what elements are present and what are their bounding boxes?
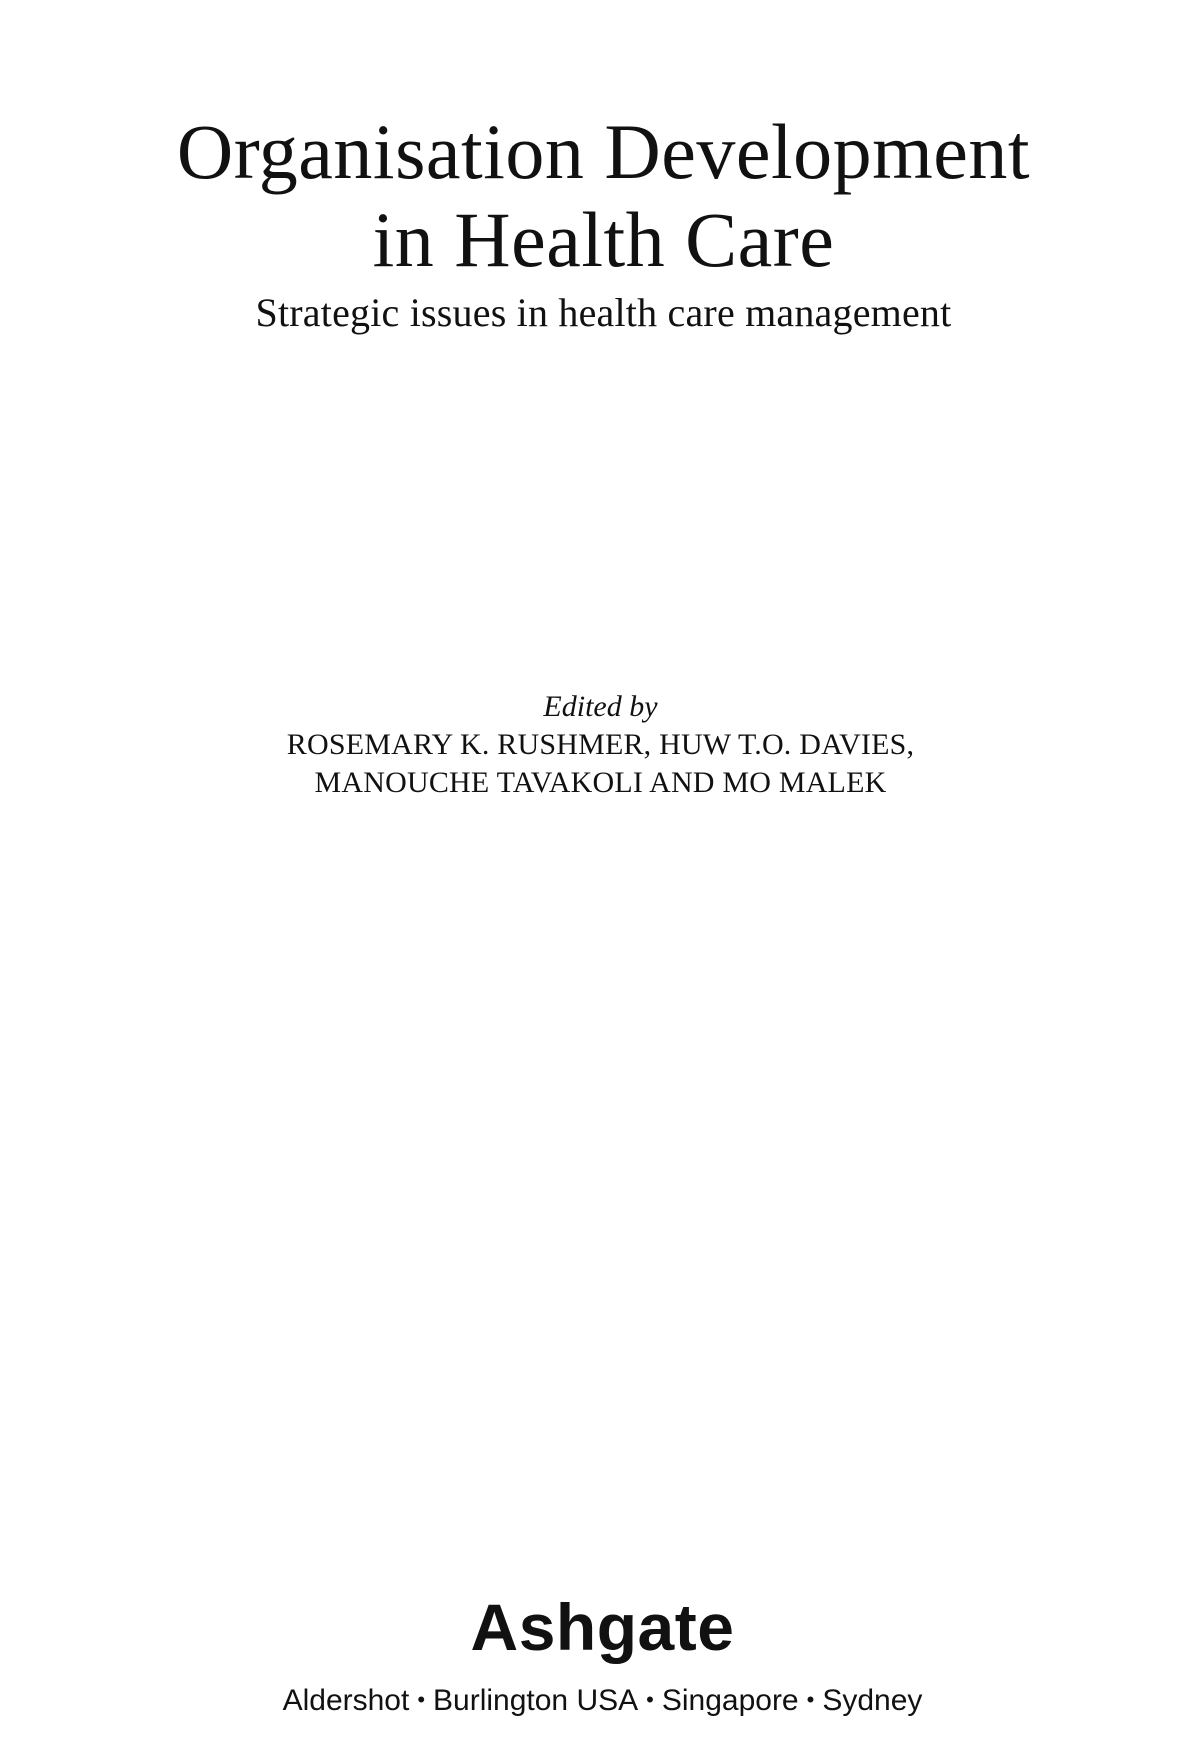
title-block (0, 108, 1191, 337)
publisher-locations (14, 1682, 1191, 1719)
book-subtitle: Strategic issues in health care management (255, 290, 952, 335)
publisher-name: Ashgate (470, 1590, 735, 1664)
location-burlington: Burlington USA (433, 1684, 639, 1717)
book-title-line-2: in Health Care (372, 196, 835, 283)
location-sydney: Sydney (822, 1684, 923, 1717)
location-separator: • (646, 1687, 654, 1712)
location-aldershot: Aldershot (282, 1684, 410, 1717)
editors-line-2: MANOUCHE TAVAKOLI AND MO MALEK (314, 766, 887, 799)
location-singapore: Singapore (661, 1684, 799, 1717)
editors-block (0, 688, 1191, 802)
edited-by-label: Edited by (543, 690, 658, 723)
editors-line-1: ROSEMARY K. RUSHMER, HUW T.O. DAVIES, (286, 728, 915, 761)
book-title-line-1: Organisation Development (176, 108, 1031, 195)
publisher-block (0, 1590, 1191, 1719)
location-separator: • (417, 1687, 426, 1712)
location-separator: • (806, 1687, 815, 1712)
